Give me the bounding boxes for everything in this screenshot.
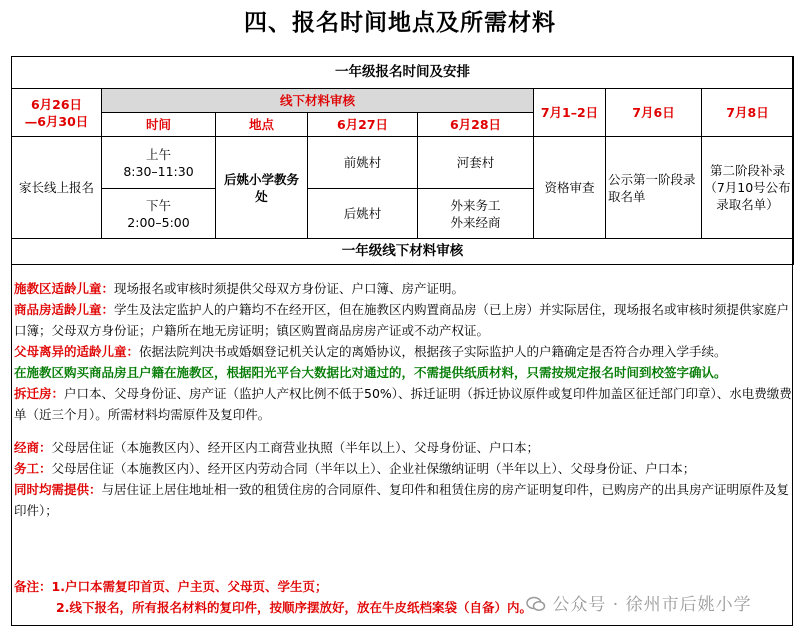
review-label: 经商：: [14, 440, 52, 455]
col-jun27: 6月27日: [308, 113, 418, 137]
note-1: 1.户口本需复印首页、户主页、父母页、学生页；: [51, 579, 328, 594]
offline-review-header: 线下材料审核: [102, 89, 534, 113]
review-item-common: [11, 479, 793, 521]
jun27-pm: 后姚村: [308, 189, 418, 239]
jul8-task: [702, 137, 794, 239]
review-label: 在施教区购买商品房且户籍在施教区，根据阳光平台大数据比对通过的，不需提供纸质材料，只需按规定报名时间到校签字确认。: [14, 365, 727, 380]
review-section: [11, 278, 793, 521]
am-time: 8:30–11:30: [123, 163, 194, 179]
pm-time: 2:00–5:00: [127, 214, 190, 230]
watermark-text: 公众号 · 徐州市后姚小学: [552, 595, 752, 615]
jul6-task: 公示第一阶段录取名单: [606, 137, 702, 239]
review-label: 同时均需提供：: [14, 482, 102, 497]
note-line-2: 2.线下报名，所有报名材料的复印件，按顺序摆放好，放在牛皮纸档案袋（自备）内。: [56, 600, 532, 615]
review-label: 拆迁房：: [14, 386, 65, 401]
review-heading: 一年级线下材料审核: [12, 239, 794, 265]
jul1-task: 资格审查: [534, 137, 606, 239]
schedule-table: [11, 56, 794, 265]
review-text: 父母居住证（本施教区内）、经开区内劳动合同（半年以上）、企业社保缴纳证明（半年以上）、父母身份证、户口本；: [51, 461, 696, 476]
review-item-divorced: [11, 341, 793, 362]
review-label: 商品房适龄儿童：: [14, 302, 115, 317]
review-text: 父母居住证（本施教区内）、经开区内工商营业执照（半年以上）、父母身份证、户口本；: [51, 440, 540, 455]
review-label: 施教区适龄儿童：: [14, 281, 115, 296]
review-label: 父母离异的适龄儿童：: [14, 344, 140, 359]
review-item-bigdata: [11, 362, 793, 383]
date-first-end: —6月30日: [24, 113, 89, 129]
col-time: 时间: [102, 113, 216, 137]
jun28-am: 河套村: [418, 137, 534, 189]
review-label: 务工：: [14, 461, 52, 476]
spacer: [11, 425, 793, 437]
jul8-task-line1: 第二阶段补录: [709, 163, 785, 178]
jun28-pm-line1: 外来务工: [450, 197, 501, 213]
review-text: 依据法院判决书或婚姻登记机关认定的离婚协议，根据孩子实际监护人的户籍确定是否符合办理入学手续。: [139, 344, 727, 359]
review-text: 与居住证上居住地址相一致的租赁住房的合同原件、复印件和租赁住房的房产证明复印件，已购房产的出具房产证明原件及复印件）；: [14, 482, 790, 518]
col-jun28: 6月28日: [418, 113, 534, 137]
col-jul1: 7月1–2日: [534, 89, 606, 137]
col-jul6: 7月6日: [606, 89, 702, 137]
jun28-pm-line2: 外来经商: [450, 214, 501, 230]
morning-slot: [102, 137, 216, 189]
review-item-commercial: [11, 299, 793, 341]
jun27-am: 前姚村: [308, 137, 418, 189]
place-cell: 后姚小学教务处: [216, 137, 308, 239]
am-label: 上午: [145, 146, 171, 162]
col-jul8: 7月8日: [702, 89, 794, 137]
review-item-local: [11, 278, 793, 299]
page-title: 四、报名时间地点及所需材料: [244, 9, 556, 36]
date-first-cell: [12, 89, 102, 137]
afternoon-slot: [102, 189, 216, 239]
notes-label: 备注：: [14, 579, 52, 594]
col-place: 地点: [216, 113, 308, 137]
review-text: 现场报名或审核时须提供父母双方身份证、户口簿、房产证明。: [114, 281, 465, 296]
review-item-business: [11, 437, 793, 458]
online-registration: 家长线上报名: [12, 137, 102, 239]
review-item-demolition: [11, 383, 793, 425]
jul8-task-line2: （7月10号公布录取名单）: [704, 180, 791, 212]
schedule-heading: 一年级报名时间及安排: [12, 57, 794, 89]
jun28-pm: [418, 189, 534, 239]
pm-label: 下午: [145, 197, 171, 213]
review-text: 学生及法定监护人的户籍均不在经开区，但在施教区内购置商品房（已上房）并实际居住，现场报名或审核时须提供家庭户口簿；父母双方身份证；户籍所在地无房证明；镇区购置商品房房产证或不动产权证。: [14, 302, 790, 338]
watermark: [526, 590, 752, 615]
review-text: 户口本、父母身份证、房产证（监护人产权比例不低于50%）、拆迁证明（拆迁协议原件或复印件加盖区征迁部门印章）、水电费缴费单（近三个月）。所需材料均需原件及复印件。: [14, 386, 792, 422]
review-item-workers: [11, 458, 793, 479]
wechat-icon: [526, 596, 546, 612]
date-first: 6月26日: [30, 96, 83, 112]
